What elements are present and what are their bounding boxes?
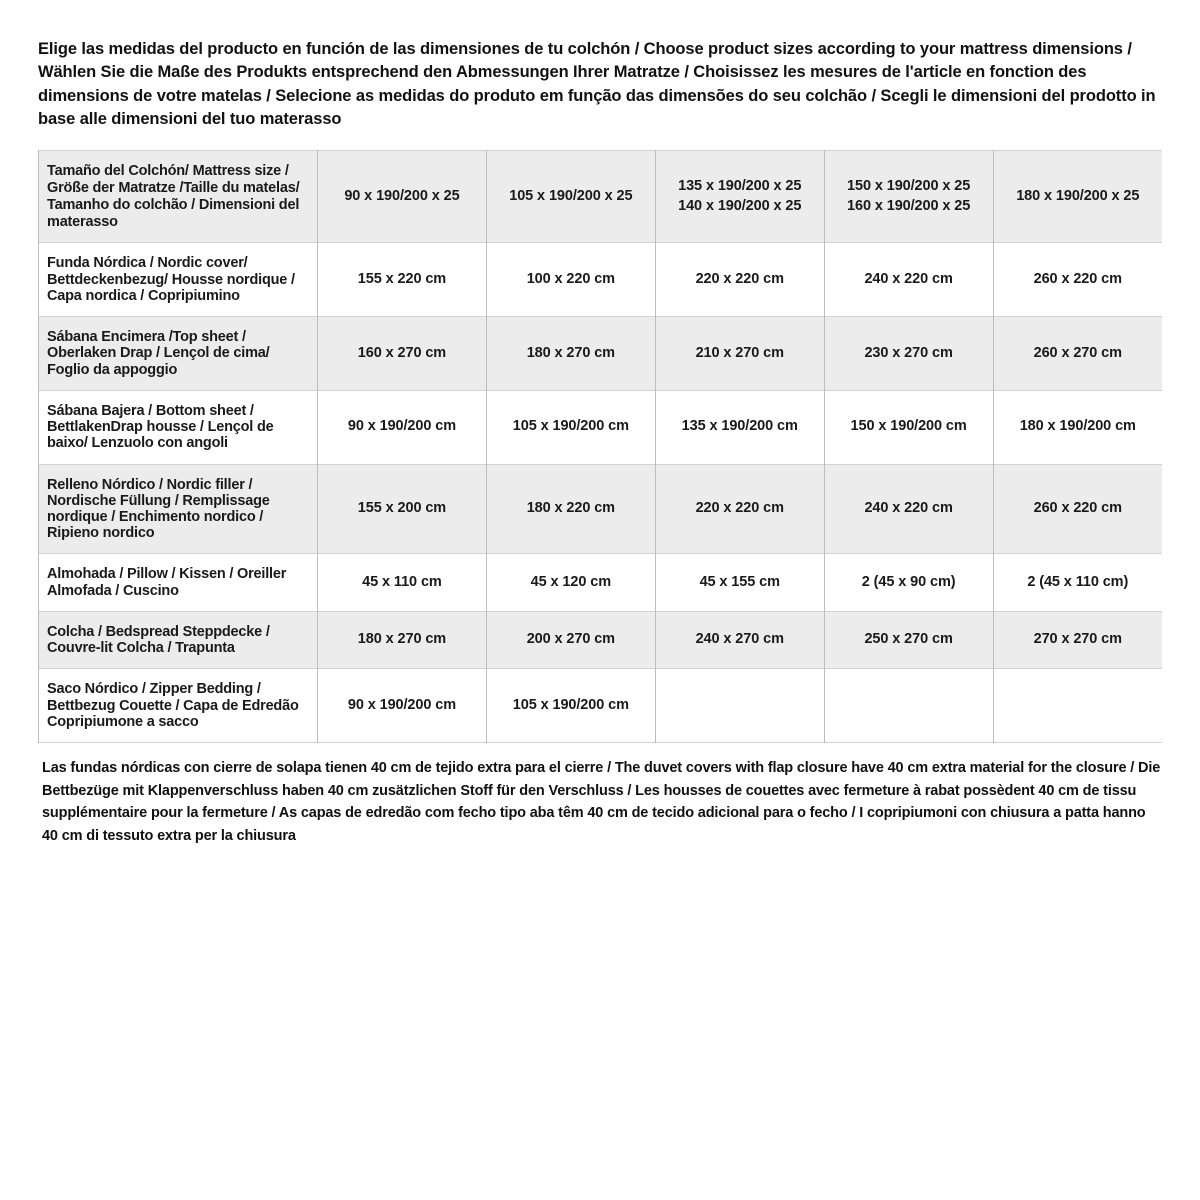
row-value: 220 x 220 cm <box>655 464 824 554</box>
table-row <box>39 669 1163 743</box>
intro-text: Elige las medidas del producto en función de las dimensiones de tu colchón / Choose product sizes according to your mattress dimensions / Wählen Sie die Maße des Produkts entsprechend den Abmessungen Ihrer Matratze / Choisissez les mesures de l'article en fonction des dimensions de votre matelas / Selecione as medidas do produto em função das dimensões do seu colchão / Scegli le dimensioni del prodotto in base alle dimensioni del tuo materasso <box>38 40 1156 129</box>
row-value: 155 x 200 cm <box>318 464 487 554</box>
row-value: 260 x 270 cm <box>993 317 1162 391</box>
row-value: 270 x 270 cm <box>993 611 1162 668</box>
header-col-1 <box>318 150 487 243</box>
row-value: 180 x 270 cm <box>318 611 487 668</box>
row-label: Almohada / Pillow / Kissen / Oreiller Almofada / Cuscino <box>39 554 318 611</box>
row-value: 210 x 270 cm <box>655 317 824 391</box>
table-row <box>39 390 1163 464</box>
row-value: 2 (45 x 110 cm) <box>993 554 1162 611</box>
header-col-5-line-1: 180 x 190/200 x 25 <box>1016 187 1140 204</box>
row-value: 240 x 270 cm <box>655 611 824 668</box>
header-col-3 <box>655 150 824 243</box>
row-label: Sábana Encimera /Top sheet / Oberlaken Drap / Lençol de cima/ Foglio da appoggio <box>39 317 318 391</box>
header-col-2 <box>486 150 655 243</box>
row-value: 230 x 270 cm <box>824 317 993 391</box>
header-col-2-line-1: 105 x 190/200 x 25 <box>509 187 633 204</box>
row-value: 90 x 190/200 cm <box>318 390 487 464</box>
footnote-text: Las fundas nórdicas con cierre de solapa tienen 40 cm de tejido extra para el cierre / The duvet covers with flap closure have 40 cm extra material for the closure / Die Bettbezüge mit Klappenverschluss haben 40 cm zusätzlichen Stoff für den Verschluss / Les housses de couettes avec fermeture à rabat possèdent 40 cm de tissu supplémentaire pour la fermeture / As capas de edredão com fecho tipo aba têm 40 cm de tecido adicional para o fecho / I copripiumoni con chiusura a patta hanno 40 cm di tessuto extra per la chiusura <box>42 760 1161 844</box>
table-row <box>39 317 1163 391</box>
row-value: 90 x 190/200 cm <box>318 669 487 743</box>
row-value: 2 (45 x 90 cm) <box>824 554 993 611</box>
row-value <box>824 669 993 743</box>
header-label-text: Tamaño del Colchón/ Mattress size / Größe der Matratze /Taille du matelas/ Tamanho do colchão / Dimensioni del materasso <box>47 162 300 230</box>
header-col-1-line-1: 90 x 190/200 x 25 <box>344 187 460 204</box>
row-value: 240 x 220 cm <box>824 243 993 317</box>
header-label-cell <box>39 150 318 243</box>
row-value: 160 x 270 cm <box>318 317 487 391</box>
table-row <box>39 554 1163 611</box>
header-col-4-line-1: 150 x 190/200 x 25 <box>847 178 971 194</box>
table-row <box>39 464 1163 554</box>
row-value: 135 x 190/200 cm <box>655 390 824 464</box>
row-value: 45 x 155 cm <box>655 554 824 611</box>
header-col-4-line-2: 160 x 190/200 x 25 <box>847 197 971 214</box>
row-label: Sábana Bajera / Bottom sheet / BettlakenDrap housse / Lençol de baixo/ Lenzuolo con angoli <box>39 390 318 464</box>
row-value: 220 x 220 cm <box>655 243 824 317</box>
row-label: Colcha / Bedspread Steppdecke / Couvre-lit Colcha / Trapunta <box>39 611 318 668</box>
row-value: 260 x 220 cm <box>993 243 1162 317</box>
row-value: 200 x 270 cm <box>486 611 655 668</box>
header-col-3-line-1: 135 x 190/200 x 25 <box>678 178 802 194</box>
header-col-3-line-2: 140 x 190/200 x 25 <box>678 197 802 214</box>
row-value: 250 x 270 cm <box>824 611 993 668</box>
row-value: 105 x 190/200 cm <box>486 390 655 464</box>
row-value: 180 x 190/200 cm <box>993 390 1162 464</box>
header-col-4 <box>824 150 993 243</box>
table-row <box>39 611 1163 668</box>
row-value: 240 x 220 cm <box>824 464 993 554</box>
row-value: 105 x 190/200 cm <box>486 669 655 743</box>
row-value: 150 x 190/200 cm <box>824 390 993 464</box>
table-header-row <box>39 150 1163 243</box>
row-value <box>655 669 824 743</box>
table-row <box>39 243 1163 317</box>
row-value <box>993 669 1162 743</box>
mattress-size-table <box>38 150 1162 743</box>
header-col-5 <box>993 150 1162 243</box>
row-label: Relleno Nórdico / Nordic filler / Nordische Füllung / Remplissage nordique / Enchimento nordico / Ripieno nordico <box>39 464 318 554</box>
row-value: 45 x 110 cm <box>318 554 487 611</box>
row-value: 100 x 220 cm <box>486 243 655 317</box>
row-value: 180 x 220 cm <box>486 464 655 554</box>
row-label: Funda Nórdica / Nordic cover/ Bettdeckenbezug/ Housse nordique / Capa nordica / Copripiumino <box>39 243 318 317</box>
row-value: 260 x 220 cm <box>993 464 1162 554</box>
row-value: 155 x 220 cm <box>318 243 487 317</box>
row-value: 180 x 270 cm <box>486 317 655 391</box>
row-label: Saco Nórdico / Zipper Bedding / Bettbezug Couette / Capa de Edredão Copripiumone a sacco <box>39 669 318 743</box>
row-value: 45 x 120 cm <box>486 554 655 611</box>
